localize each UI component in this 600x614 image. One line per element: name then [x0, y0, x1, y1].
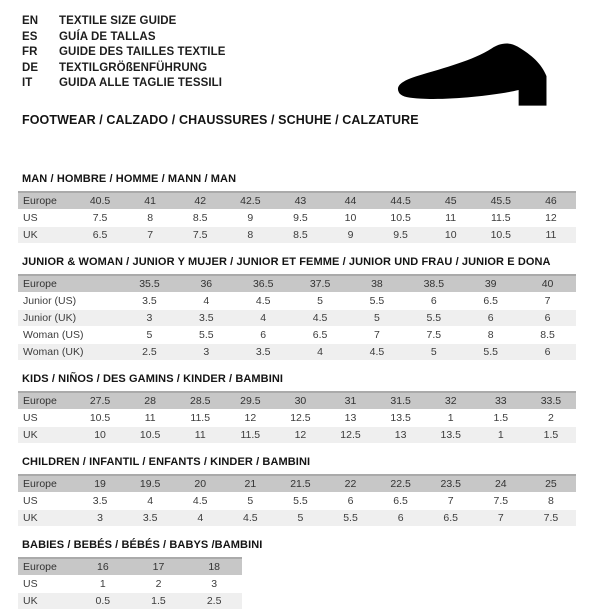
- category-title: FOOTWEAR / CALZADO / CHAUSSURES / SCHUHE / CALZATURE: [22, 112, 419, 127]
- size-cell: 12: [225, 409, 275, 426]
- size-cell: 7.5: [526, 509, 576, 526]
- table-row: [18, 209, 576, 226]
- size-cell: 6: [376, 509, 426, 526]
- size-cell: 6.5: [426, 509, 476, 526]
- table-row: [18, 326, 576, 343]
- language-label: GUIDE DES TAILLES TEXTILE: [59, 46, 226, 58]
- size-cell: 7: [519, 292, 576, 309]
- size-cell: 44: [325, 192, 375, 210]
- size-cell: 6: [519, 343, 576, 360]
- section-man: [18, 173, 600, 244]
- size-cell: 4: [292, 343, 349, 360]
- size-cell: 10: [426, 226, 476, 243]
- size-cell: 6.5: [376, 492, 426, 509]
- size-cell: 4.5: [292, 309, 349, 326]
- size-cell: 38.5: [405, 275, 462, 293]
- size-cell: 1: [75, 575, 131, 592]
- row-label: UK: [18, 226, 75, 243]
- size-cell: 6: [519, 309, 576, 326]
- table-row: [18, 409, 576, 426]
- size-cell: 1.5: [526, 426, 576, 443]
- size-cell: 12.5: [325, 426, 375, 443]
- size-cell: 10.5: [476, 226, 526, 243]
- size-cell: 1.5: [131, 592, 187, 609]
- size-cell: 4.5: [175, 492, 225, 509]
- size-cell: 5.5: [349, 292, 406, 309]
- size-cell: 10.5: [125, 426, 175, 443]
- row-label: Europe: [18, 192, 75, 210]
- size-cell: 36: [178, 275, 235, 293]
- table-row: [18, 558, 242, 576]
- size-cell: 7: [125, 226, 175, 243]
- size-cell: 2.5: [121, 343, 178, 360]
- size-cell: 10.5: [376, 209, 426, 226]
- row-label: Junior (US): [18, 292, 121, 309]
- size-cell: 0.5: [75, 592, 131, 609]
- table-row: [18, 492, 576, 509]
- size-cell: 6.5: [292, 326, 349, 343]
- size-cell: 45: [426, 192, 476, 210]
- size-cell: 11.5: [225, 426, 275, 443]
- row-label: US: [18, 409, 75, 426]
- size-cell: 13.5: [426, 426, 476, 443]
- size-cell: 10: [325, 209, 375, 226]
- size-cell: 3: [186, 575, 242, 592]
- size-cell: 28.5: [175, 392, 225, 410]
- size-cell: 7.5: [175, 226, 225, 243]
- size-cell: 9.5: [275, 209, 325, 226]
- size-cell: 11: [426, 209, 476, 226]
- size-cell: 7: [476, 509, 526, 526]
- row-label: Europe: [18, 558, 75, 576]
- size-cell: 42.5: [225, 192, 275, 210]
- size-cell: 8.5: [519, 326, 576, 343]
- row-label: US: [18, 575, 75, 592]
- size-cell: 17: [131, 558, 187, 576]
- size-cell: 6: [405, 292, 462, 309]
- row-label: Europe: [18, 392, 75, 410]
- size-cell: 28: [125, 392, 175, 410]
- language-row: [22, 14, 600, 30]
- language-label: TEXTILE SIZE GUIDE: [59, 15, 177, 27]
- size-cell: 8.5: [275, 226, 325, 243]
- size-cell: 5: [121, 326, 178, 343]
- size-cell: 5: [225, 492, 275, 509]
- table-row: [18, 226, 576, 243]
- size-cell: 31: [325, 392, 375, 410]
- size-cell: 8: [462, 326, 519, 343]
- language-label: GUIDA ALLE TAGLIE TESSILI: [59, 77, 223, 89]
- size-cell: 12.5: [275, 409, 325, 426]
- table-row: [18, 426, 576, 443]
- size-cell: 21.5: [275, 475, 325, 493]
- section-kids: [18, 373, 600, 444]
- size-cell: 19.5: [125, 475, 175, 493]
- size-cell: 5: [275, 509, 325, 526]
- table-row: [18, 343, 576, 360]
- section-junior-woman: [18, 256, 600, 361]
- row-label: Europe: [18, 475, 75, 493]
- language-label: GUÍA DE TALLAS: [59, 30, 156, 43]
- row-label: US: [18, 492, 75, 509]
- size-cell: 8: [225, 226, 275, 243]
- language-code: FR: [22, 46, 38, 58]
- size-cell: 1: [426, 409, 476, 426]
- size-cell: 5.5: [405, 309, 462, 326]
- size-cell: 27.5: [75, 392, 125, 410]
- size-cell: 25: [526, 475, 576, 493]
- size-cell: 21: [225, 475, 275, 493]
- size-cell: 36.5: [235, 275, 292, 293]
- size-cell: 7.5: [75, 209, 125, 226]
- size-cell: 7.5: [405, 326, 462, 343]
- size-table: [18, 391, 576, 444]
- size-cell: 39: [462, 275, 519, 293]
- row-label: Europe: [18, 275, 121, 293]
- size-cell: 46: [526, 192, 576, 210]
- size-cell: 8: [125, 209, 175, 226]
- table-row: [18, 309, 576, 326]
- size-cell: 3: [178, 343, 235, 360]
- size-cell: 2: [131, 575, 187, 592]
- size-cell: 7.5: [476, 492, 526, 509]
- size-cell: 5.5: [178, 326, 235, 343]
- row-label: Woman (UK): [18, 343, 121, 360]
- size-cell: 16: [75, 558, 131, 576]
- size-cell: 9.5: [376, 226, 426, 243]
- size-cell: 33: [476, 392, 526, 410]
- size-cell: 40: [519, 275, 576, 293]
- size-cell: 1.5: [476, 409, 526, 426]
- size-cell: 8.5: [175, 209, 225, 226]
- size-cell: 8: [526, 492, 576, 509]
- table-row: [18, 275, 576, 293]
- size-cell: 5: [292, 292, 349, 309]
- size-cell: 35.5: [121, 275, 178, 293]
- size-cell: 37.5: [292, 275, 349, 293]
- size-cell: 3.5: [75, 492, 125, 509]
- size-cell: 3.5: [235, 343, 292, 360]
- row-label: UK: [18, 509, 75, 526]
- size-cell: 4: [235, 309, 292, 326]
- size-table: [18, 557, 242, 610]
- size-cell: 7: [349, 326, 406, 343]
- row-label: UK: [18, 426, 75, 443]
- size-cell: 12: [275, 426, 325, 443]
- size-guide-page: [0, 14, 600, 614]
- size-cell: 7: [426, 492, 476, 509]
- size-cell: 20: [175, 475, 225, 493]
- size-cell: 31.5: [376, 392, 426, 410]
- language-code: EN: [22, 15, 39, 27]
- size-cell: 3.5: [121, 292, 178, 309]
- size-cell: 5.5: [275, 492, 325, 509]
- size-cell: 5: [405, 343, 462, 360]
- section-title: JUNIOR & WOMAN / JUNIOR Y MUJER / JUNIOR ET FEMME / JUNIOR UND FRAU / JUNIOR E DONA: [22, 255, 551, 268]
- size-cell: 13.5: [376, 409, 426, 426]
- table-row: [18, 575, 242, 592]
- size-cell: 4.5: [235, 292, 292, 309]
- size-cell: 45.5: [476, 192, 526, 210]
- size-cell: 6.5: [75, 226, 125, 243]
- language-code: IT: [22, 77, 33, 89]
- size-cell: 41: [125, 192, 175, 210]
- size-table: [18, 274, 576, 361]
- size-cell: 43: [275, 192, 325, 210]
- section-babies: [18, 539, 600, 610]
- size-cell: 10.5: [75, 409, 125, 426]
- table-row: [18, 192, 576, 210]
- size-cell: 5.5: [462, 343, 519, 360]
- size-cell: 42: [175, 192, 225, 210]
- language-code: ES: [22, 30, 38, 43]
- size-cell: 4: [125, 492, 175, 509]
- row-label: Woman (US): [18, 326, 121, 343]
- size-table: [18, 191, 576, 244]
- size-cell: 23.5: [426, 475, 476, 493]
- size-cell: 4: [178, 292, 235, 309]
- table-row: [18, 475, 576, 493]
- section-title: KIDS / NIÑOS / DES GAMINS / KINDER / BAMBINI: [22, 372, 284, 385]
- shoe-icon: [390, 38, 582, 116]
- section-title: BABIES / BEBÉS / BÉBÉS / BABYS /BAMBINI: [22, 538, 263, 551]
- size-cell: 3.5: [178, 309, 235, 326]
- size-cell: 1: [476, 426, 526, 443]
- size-cell: 5.5: [325, 509, 375, 526]
- size-cell: 9: [225, 209, 275, 226]
- size-cell: 38: [349, 275, 406, 293]
- size-cell: 5: [349, 309, 406, 326]
- section-title: MAN / HOMBRE / HOMME / MANN / MAN: [22, 172, 237, 185]
- table-row: [18, 592, 242, 609]
- size-cell: 22.5: [376, 475, 426, 493]
- table-row: [18, 509, 576, 526]
- size-cell: 32: [426, 392, 476, 410]
- size-cell: 3: [75, 509, 125, 526]
- size-cell: 44.5: [376, 192, 426, 210]
- language-code: DE: [22, 61, 39, 74]
- size-cell: 24: [476, 475, 526, 493]
- size-cell: 3: [121, 309, 178, 326]
- size-cell: 2: [526, 409, 576, 426]
- size-cell: 4: [175, 509, 225, 526]
- table-row: [18, 292, 576, 309]
- size-cell: 9: [325, 226, 375, 243]
- section-children: [18, 456, 600, 527]
- size-cell: 11.5: [175, 409, 225, 426]
- size-cell: 11: [125, 409, 175, 426]
- size-cell: 3.5: [125, 509, 175, 526]
- size-cell: 6: [325, 492, 375, 509]
- size-cell: 40.5: [75, 192, 125, 210]
- size-cell: 2.5: [186, 592, 242, 609]
- size-cell: 6: [235, 326, 292, 343]
- size-cell: 4.5: [349, 343, 406, 360]
- size-cell: 11: [526, 226, 576, 243]
- size-cell: 11.5: [476, 209, 526, 226]
- table-row: [18, 392, 576, 410]
- size-cell: 13: [325, 409, 375, 426]
- language-label: TEXTILGRÖßENFÜHRUNG: [59, 61, 208, 74]
- size-cell: 19: [75, 475, 125, 493]
- size-cell: 22: [325, 475, 375, 493]
- size-cell: 29.5: [225, 392, 275, 410]
- size-tables: [18, 173, 600, 610]
- row-label: UK: [18, 592, 75, 609]
- size-cell: 6: [462, 309, 519, 326]
- size-cell: 4.5: [225, 509, 275, 526]
- size-cell: 12: [526, 209, 576, 226]
- size-table: [18, 474, 576, 527]
- row-label: Junior (UK): [18, 309, 121, 326]
- size-cell: 18: [186, 558, 242, 576]
- size-cell: 10: [75, 426, 125, 443]
- size-cell: 30: [275, 392, 325, 410]
- section-title: CHILDREN / INFANTIL / ENFANTS / KINDER / BAMBINI: [22, 455, 311, 468]
- size-cell: 33.5: [526, 392, 576, 410]
- size-cell: 13: [376, 426, 426, 443]
- size-cell: 6.5: [462, 292, 519, 309]
- row-label: US: [18, 209, 75, 226]
- size-cell: 11: [175, 426, 225, 443]
